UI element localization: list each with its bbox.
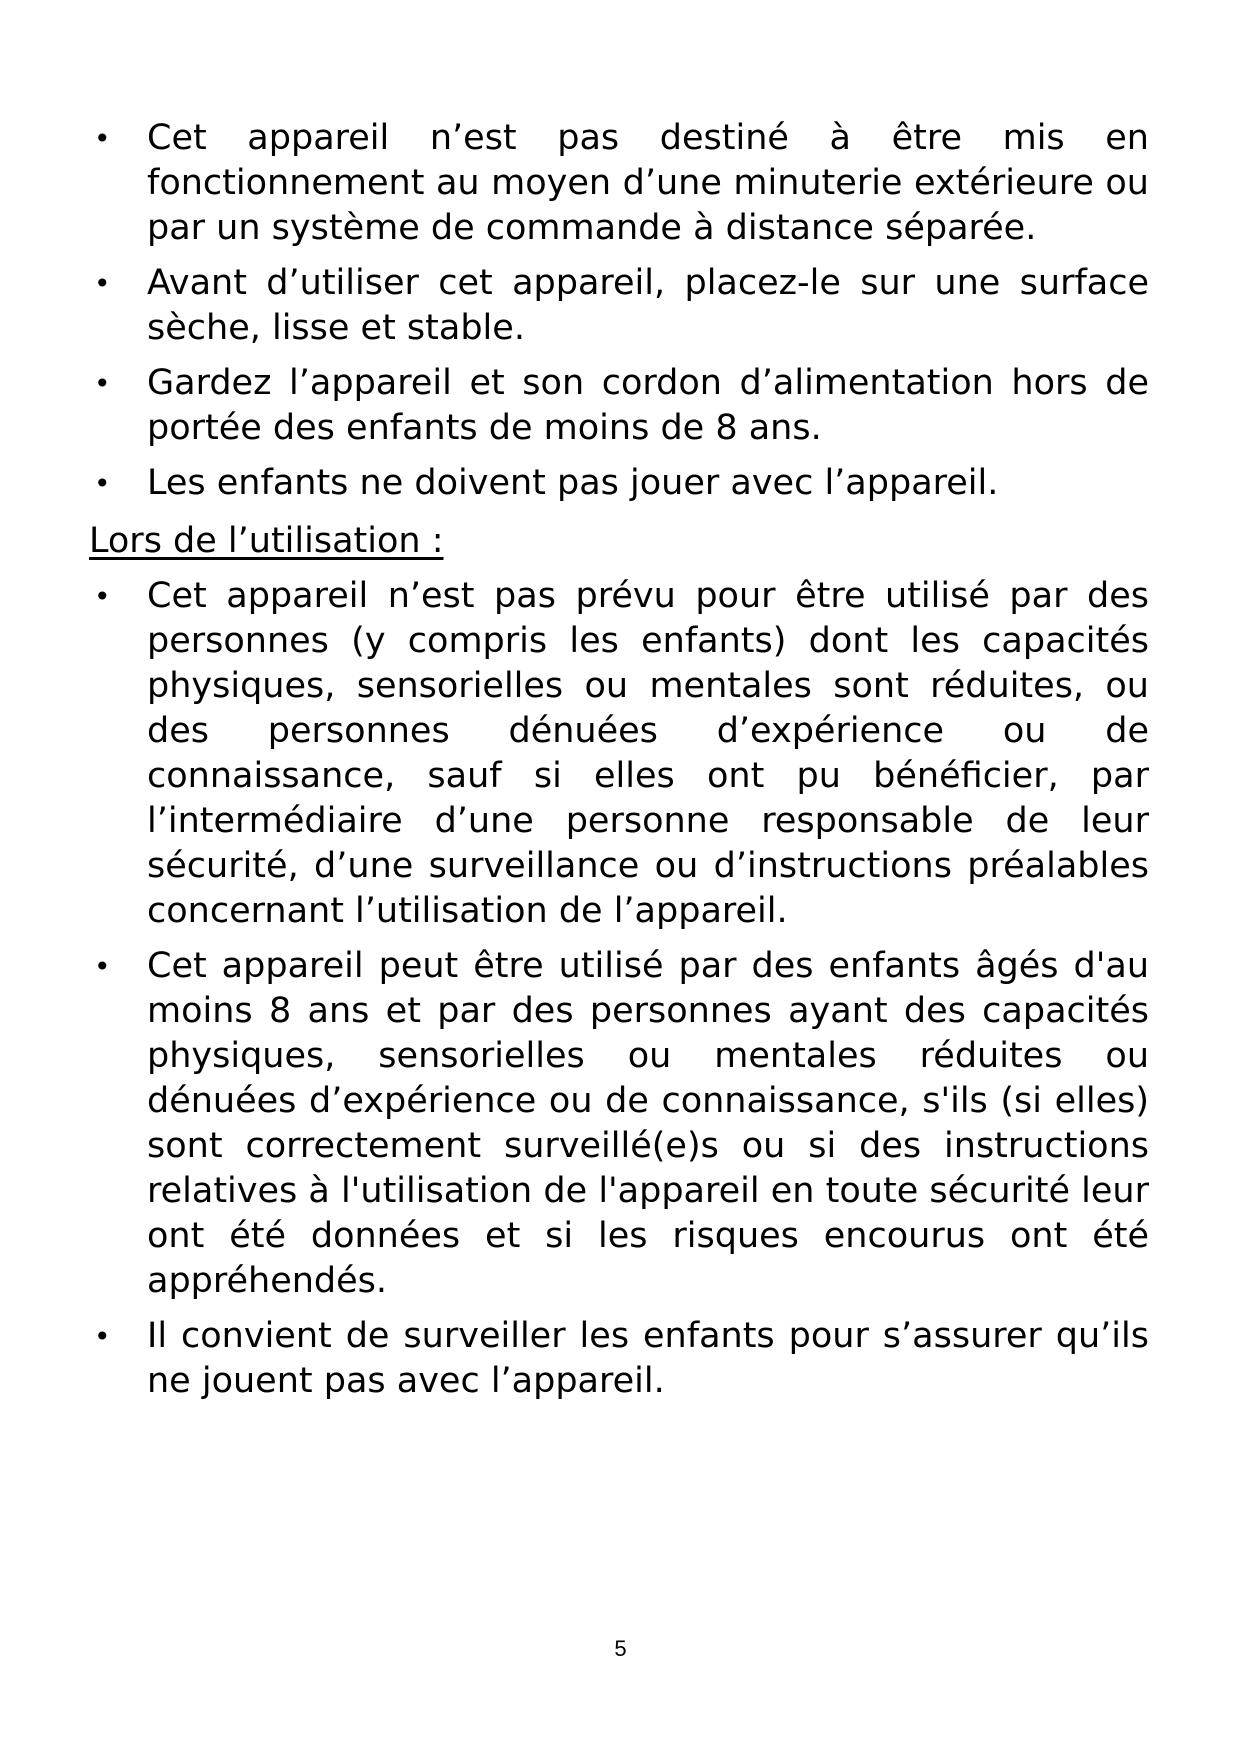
- bullet-icon: •: [94, 122, 111, 155]
- list-item-text: Il convient de surveiller les enfants pour s’assurer qu’ils ne jouent pas avec l’appareil.: [147, 1316, 1149, 1401]
- list-item: [89, 461, 1149, 506]
- bullet-icon: •: [94, 580, 111, 613]
- list-item: [89, 261, 1149, 351]
- bullet-icon: •: [94, 367, 111, 400]
- list-item-text: Gardez l’appareil et son cordon d’alimentation hors de portée des enfants de moins de 8 ans.: [147, 363, 1149, 448]
- bullet-icon: •: [94, 467, 111, 500]
- list-item-text: Les enfants ne doivent pas jouer avec l’appareil.: [147, 463, 999, 503]
- bullet-icon: •: [94, 1320, 111, 1353]
- page-number: 5: [614, 1636, 627, 1661]
- list-item: [89, 574, 1149, 934]
- list-item-text: Cet appareil peut être utilisé par des enfants âgés d'au moins 8 ans et par des personnes ayant des capacités physiques, sensorielles ou mentales réduites ou dénuées d’expérience ou de connaissance, s'ils (si elles) sont correctement surveillé(e)s ou si des instructions relatives à l'utilisation de l'appareil en toute sécurité leur ont été données et si les risques encourus ont été appréhendés.: [147, 946, 1149, 1301]
- usage-bullet-list: [89, 574, 1149, 1404]
- list-item-text: Avant d’utiliser cet appareil, placez-le sur une surface sèche, lisse et stable.: [147, 263, 1149, 348]
- page-content: [89, 116, 1149, 1414]
- list-item-text: Cet appareil n’est pas destiné à être mis en fonctionnement au moyen d’une minuterie extérieure ou par un système de commande à distance séparée.: [147, 118, 1149, 248]
- list-item-text: Cet appareil n’est pas prévu pour être utilisé par des personnes (y compris les enfants) dont les capacités physiques, sensorielles ou mentales sont réduites, ou des personnes dénuées d’expérience ou de connaissance, sauf si elles ont pu bénéficier, par l’intermédiaire d’une personne responsable de leur sécurité, d’une surveillance ou d’instructions préalables concernant l’utilisation de l’appareil.: [147, 576, 1149, 931]
- intro-bullet-list: [89, 116, 1149, 506]
- list-item: [89, 361, 1149, 451]
- list-item: [89, 116, 1149, 251]
- list-item: [89, 944, 1149, 1304]
- bullet-icon: •: [94, 267, 111, 300]
- bullet-icon: •: [94, 950, 111, 983]
- list-item: [89, 1314, 1149, 1404]
- section-heading: Lors de l’utilisation :: [89, 521, 444, 561]
